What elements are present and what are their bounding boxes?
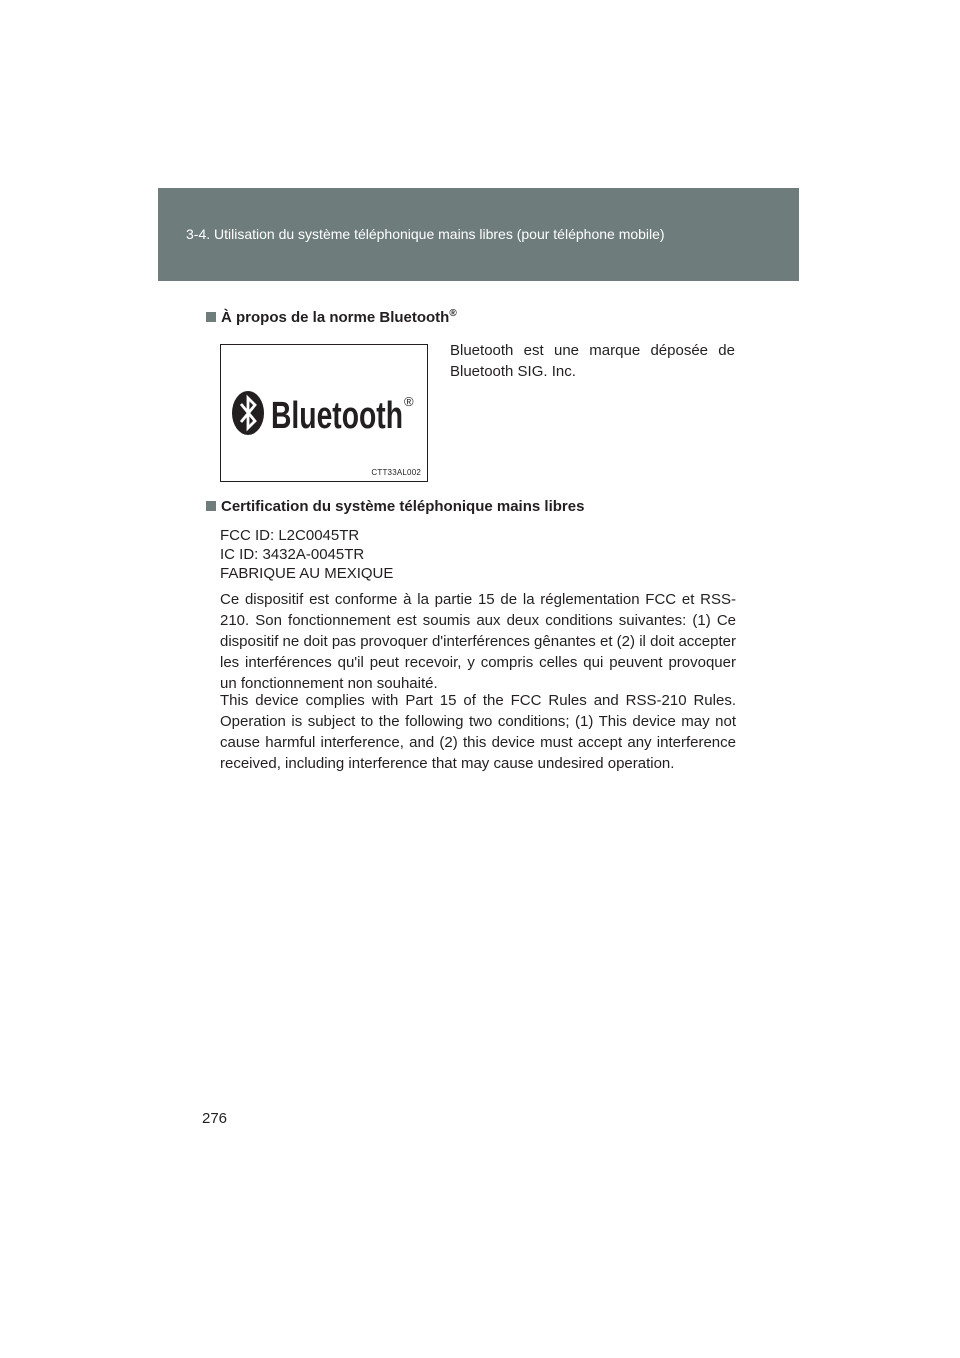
section-heading-certification-text: Certification du système téléphonique mains libres bbox=[221, 498, 585, 515]
page-number: 276 bbox=[202, 1110, 228, 1127]
bluetooth-trademark-caption: Bluetooth est une marque déposée de Bluetooth SIG. Inc. bbox=[450, 342, 735, 380]
section-heading-certification bbox=[206, 498, 584, 515]
bluetooth-logo-figure bbox=[220, 344, 428, 482]
square-bullet-icon bbox=[206, 501, 216, 511]
section-heading-bluetooth bbox=[206, 309, 457, 326]
chapter-header-band bbox=[158, 188, 799, 281]
bluetooth-icon bbox=[232, 391, 264, 435]
compliance-paragraph-fr: Ce dispositif est conforme à la partie 15 de la réglementation FCC et RSS-210. Son fonctionnement est soumis aux deux conditions suivantes: (1) Ce dispositif ne doit pas provoquer d'interférences gênantes et (2) il doit accepter les interférences qu'il peut recevoir, y compris celles qui peuvent provoquer un fonctionnement non souhaité. bbox=[220, 591, 736, 692]
compliance-paragraph-en: This device complies with Part 15 of the FCC Rules and RSS-210 Rules. Operation is subject to the following two conditions; (1) This device may not cause harmful interference, and (2) this device must accept any interference received, including interference that may cause undesired operation. bbox=[220, 692, 736, 772]
certification-ids bbox=[220, 526, 393, 583]
registered-mark: ® bbox=[449, 308, 457, 319]
fcc-id-line: FCC ID: L2C0045TR bbox=[220, 527, 360, 544]
figure-code: CTT33AL002 bbox=[371, 468, 421, 477]
ic-id-line: IC ID: 3432A-0045TR bbox=[220, 546, 365, 563]
square-bullet-icon bbox=[206, 312, 216, 322]
bluetooth-logo bbox=[231, 391, 421, 437]
bluetooth-logo-registered-mark: ® bbox=[404, 394, 414, 409]
chapter-title: 3-4. Utilisation du système téléphonique mains libres (pour téléphone mobile) bbox=[186, 226, 665, 242]
bluetooth-wordmark: Bluetooth bbox=[271, 395, 403, 437]
section-heading-bluetooth-text: À propos de la norme Bluetooth bbox=[221, 309, 450, 326]
made-in-line: FABRIQUE AU MEXIQUE bbox=[220, 565, 394, 582]
